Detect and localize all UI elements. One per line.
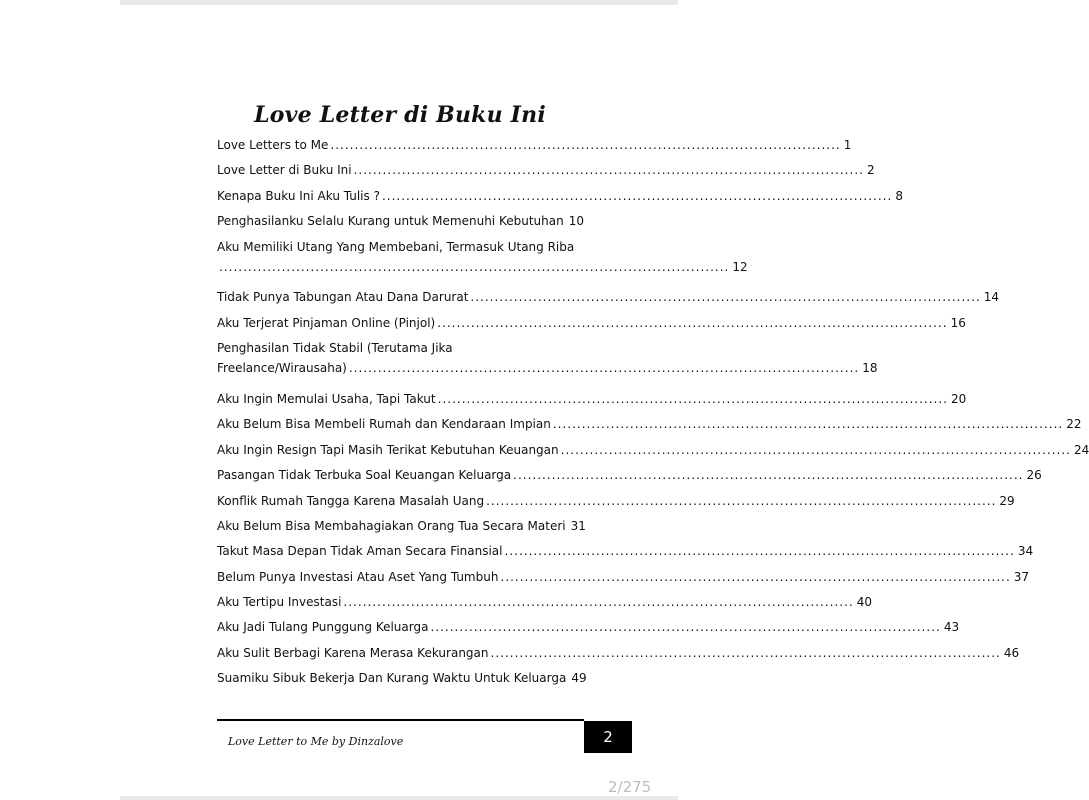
dot-leader: .......................................................................................................... [430,620,941,635]
dot-leader: .......................................................................................................... [219,259,730,274]
toc-entry-page: 26 [1026,468,1042,483]
page-number-box: 2 [584,721,632,753]
footer-rule [217,719,584,721]
toc-entry-title: Aku Ingin Resign Tapi Masih Terikat Kebutuhan Keuangan [217,442,559,457]
toc-entry-title: Belum Punya Investasi Atau Aset Yang Tumbuh [217,569,499,584]
dot-leader: .......................................................................................................... [381,188,893,203]
toc-entry[interactable] [217,644,1020,669]
toc-entry-title: Love Letters to Me [217,138,329,152]
toc-entry-page: 31 [570,518,586,533]
dot-leader: .......................................................................................................... [500,569,1011,584]
toc-entry-title-continued: Freelance/Wirausaha) [217,361,347,376]
toc-entry[interactable] [217,542,1034,567]
toc-entry[interactable] [217,669,587,694]
dot-leader: .......................................................................................................... [486,493,997,508]
dot-leader: .......................................................................................................... [353,163,864,178]
toc-entry-page: 12 [732,259,748,274]
toc-entry[interactable] [217,187,903,212]
toc-entry-page: 2 [866,163,875,178]
toc-entry-title: Penghasilan Tidak Stabil (Terutama Jika [217,341,453,356]
toc-entry-title: Takut Masa Depan Tidak Aman Secara Finansial [217,544,503,559]
dot-leader: .......................................................................................................... [504,544,1015,559]
toc-entry-title: Pasangan Tidak Terbuka Soal Keuangan Keluarga [217,468,512,483]
next-page-edge [120,796,678,800]
dot-leader: .......................................................................................................... [437,391,948,406]
toc-entry-title: Aku Belum Bisa Membahagiakan Orang Tua Secara Materi [217,518,566,533]
toc-entry-page: 10 [568,214,584,229]
dot-leader: .......................................................................................................... [560,442,1071,457]
toc-entry-page: 22 [1066,417,1082,432]
toc-entry-page: 20 [950,391,967,406]
toc-entry[interactable] [217,136,852,161]
toc-entry-title: Suamiku Sibuk Bekerja Dan Kurang Waktu Untuk Keluarga [217,671,567,686]
toc-entry[interactable] [217,568,1030,593]
toc-entry-page: 34 [1017,544,1034,559]
dot-leader: .......................................................................................................... [437,315,948,330]
toc-entry-page: 24 [1073,442,1089,457]
toc-entry[interactable] [217,466,1042,491]
toc-entry-title: Aku Terjerat Pinjaman Online (Pinjol) [217,315,436,330]
toc-entry-title: Aku Jadi Tulang Punggung Keluarga [217,620,429,635]
toc-entry-page: 8 [895,188,903,203]
page-counter: 2/275 [608,778,652,796]
toc-entry[interactable] [217,339,878,390]
toc-entry[interactable] [217,212,584,237]
toc-entry-page: 46 [1003,645,1020,660]
toc-entry[interactable] [217,238,748,289]
dot-leader: .......................................................................................................... [330,138,841,152]
dot-leader: .......................................................................................................... [552,417,1064,432]
toc-entry[interactable] [217,517,584,542]
toc-entry-page: 18 [862,361,878,376]
toc-entry-title: Tidak Punya Tabungan Atau Dana Darurat [217,290,469,305]
toc-entry[interactable] [217,593,873,618]
toc-entry-title: Aku Belum Bisa Membeli Rumah dan Kendaraan Impian [217,417,551,432]
toc-entry[interactable] [217,390,967,415]
table-of-contents [217,136,1089,695]
toc-entry-page: 14 [983,290,1000,305]
toc-entry-title: Aku Sulit Berbagi Karena Merasa Kekurangan [217,645,489,660]
toc-entry[interactable] [217,415,1082,440]
toc-entry-title: Aku Tertipu Investasi [217,595,342,610]
toc-entry-title: Konflik Rumah Tangga Karena Masalah Uang [217,493,485,508]
toc-entry-title: Aku Ingin Memulai Usaha, Tapi Takut [217,391,436,406]
toc-entry-page: 49 [571,671,587,686]
toc-entry-page: 16 [950,315,966,330]
toc-entry[interactable] [217,492,1015,517]
toc-entry-title: Kenapa Buku Ini Aku Tulis ? [217,188,380,203]
toc-entry-page: 40 [856,595,873,610]
previous-page-edge [120,0,678,5]
toc-entry[interactable] [217,314,966,339]
dot-leader: .......................................................................................................... [513,468,1024,483]
page-title: Love Letter di Buku Ini [254,102,546,128]
dot-leader: .......................................................................................................... [343,595,854,610]
toc-entry-title: Love Letter di Buku Ini [217,163,352,178]
dot-leader: .......................................................................................................... [490,645,1001,660]
toc-entry[interactable] [217,288,1000,313]
dot-leader: .......................................................................................................... [470,290,981,305]
toc-entry-page: 1 [843,138,852,152]
toc-entry-title: Penghasilanku Selalu Kurang untuk Memenuhi Kebutuhan [217,214,564,229]
footer-text: Love Letter to Me by Dinzalove [228,735,404,748]
toc-entry-page: 37 [1013,569,1030,584]
toc-entry-page: 29 [999,493,1015,508]
toc-entry-page: 43 [943,620,960,635]
toc-entry[interactable] [217,618,960,643]
toc-entry[interactable] [217,441,1089,466]
toc-entry[interactable] [217,161,875,186]
toc-entry-title: Aku Memiliki Utang Yang Membebani, Termasuk Utang Riba [217,239,575,254]
dot-leader: .......................................................................................................... [348,361,860,376]
